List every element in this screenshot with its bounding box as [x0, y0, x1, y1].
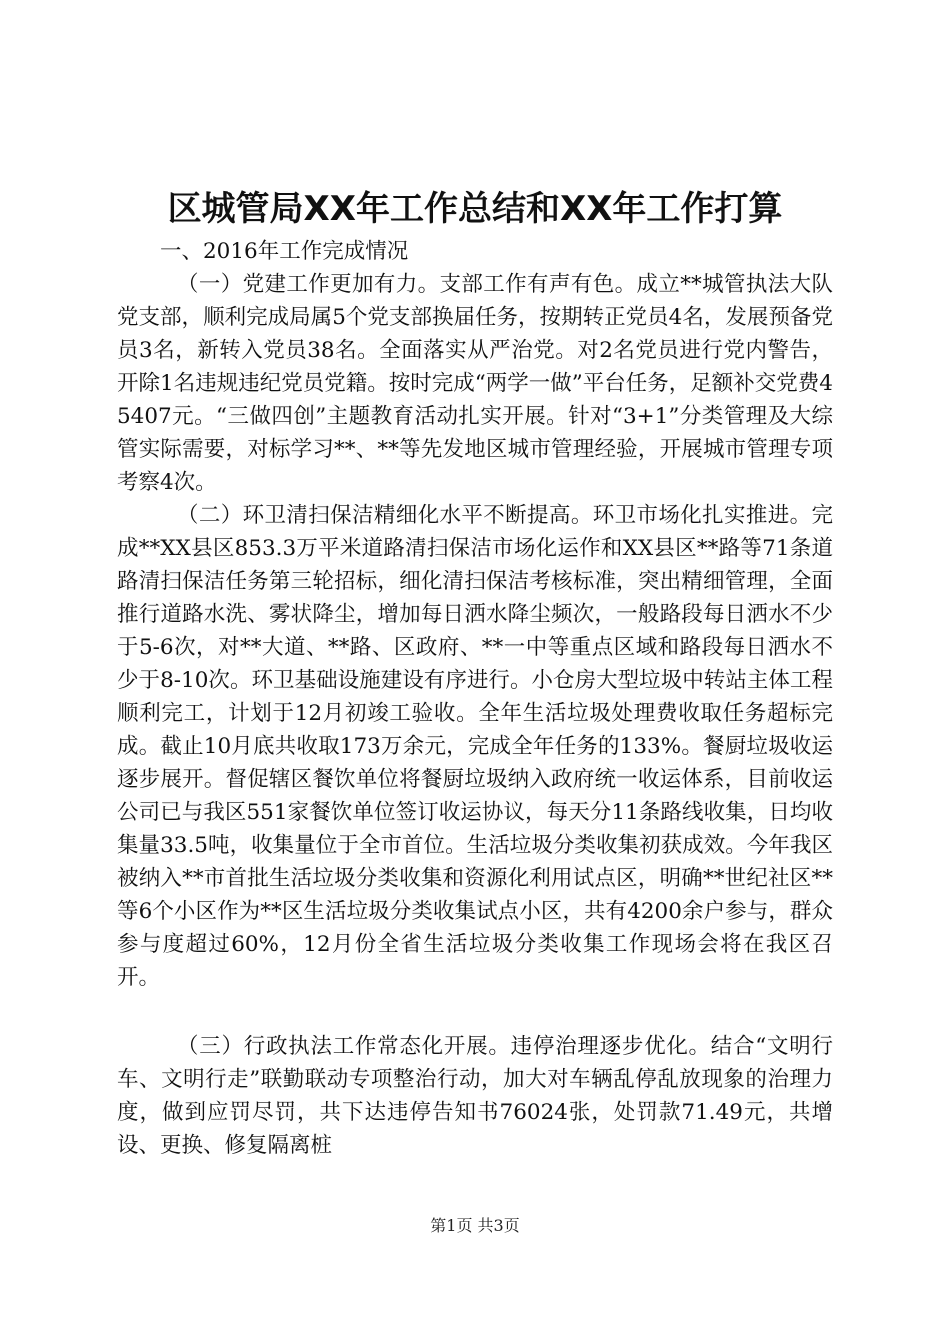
- paragraph-party-building: （一）党建工作更加有力。支部工作有声有色。成立**城管执法大队党支部，顺利完成局属5个党支部换届任务，按期转正党员4名，发展预备党员3名，新转入党员38名。全面落实从严治党。对2名党员进行党内警告，开除1名违规违纪党员党籍。按时完成“两学一做”平台任务，足额补交党费45407元。“三做四创”主题教育活动扎实开展。针对“3+1”分类管理及大综管实际需要，对标学习**、**等先发地区城市管理经验，开展城市管理专项考察4次。: [117, 272, 833, 495]
- page-number-footer: 第1页 共3页: [430, 1216, 520, 1235]
- paragraph-law-enforcement: （三）行政执法工作常态化开展。违停治理逐步优化。结合“文明行车、文明行走”联勤联动专项整治行动，加大对车辆乱停乱放现象的治理力度，做到应罚尽罚，共下达违停告知书76024张，处罚款71.49元，共增设、更换、修复隔离桩: [117, 1034, 833, 1158]
- paragraph-sanitation: （二）环卫清扫保洁精细化水平不断提高。环卫市场化扎实推进。完成**XX县区853.3万平米道路清扫保洁市场化运作和XX县区**路等71条道路清扫保洁任务第三轮招标，细化清扫保洁考核标准，突出精细管理，全面推行道路水洗、雾状降尘，增加每日洒水降尘频次，一般路段每日洒水不少于5-6次，对**大道、**路、区政府、**一中等重点区域和路段每日洒水不少于8-10次。环卫基础设施建设有序进行。小仓房大型垃圾中转站主体工程顺利完工，计划于12月初竣工验收。全年生活垃圾处理费收取任务超标完成。截止10月底共收取173万余元，完成全年任务的133%。餐厨垃圾收运逐步展开。督促辖区餐饮单位将餐厨垃圾纳入政府统一收运体系，目前收运公司已与我区551家餐饮单位签订收运协议，每天分11条路线收集，日均收集量33.5吨，收集量位于全市首位。生活垃圾分类收集初获成效。今年我区被纳入**市首批生活垃圾分类收集和资源化利用试点区，明确**世纪社区**等6个小区作为**区生活垃圾分类收集试点小区，共有4200余户参与，群众参与度超过60%，12月份全省生活垃圾分类收集工作现场会将在我区召开。: [117, 503, 833, 990]
- document-body: [117, 235, 833, 1162]
- section-heading: 一、2016年工作完成情况: [160, 239, 409, 264]
- document-title: 区城管局XX年工作总结和XX年工作打算: [167, 189, 783, 229]
